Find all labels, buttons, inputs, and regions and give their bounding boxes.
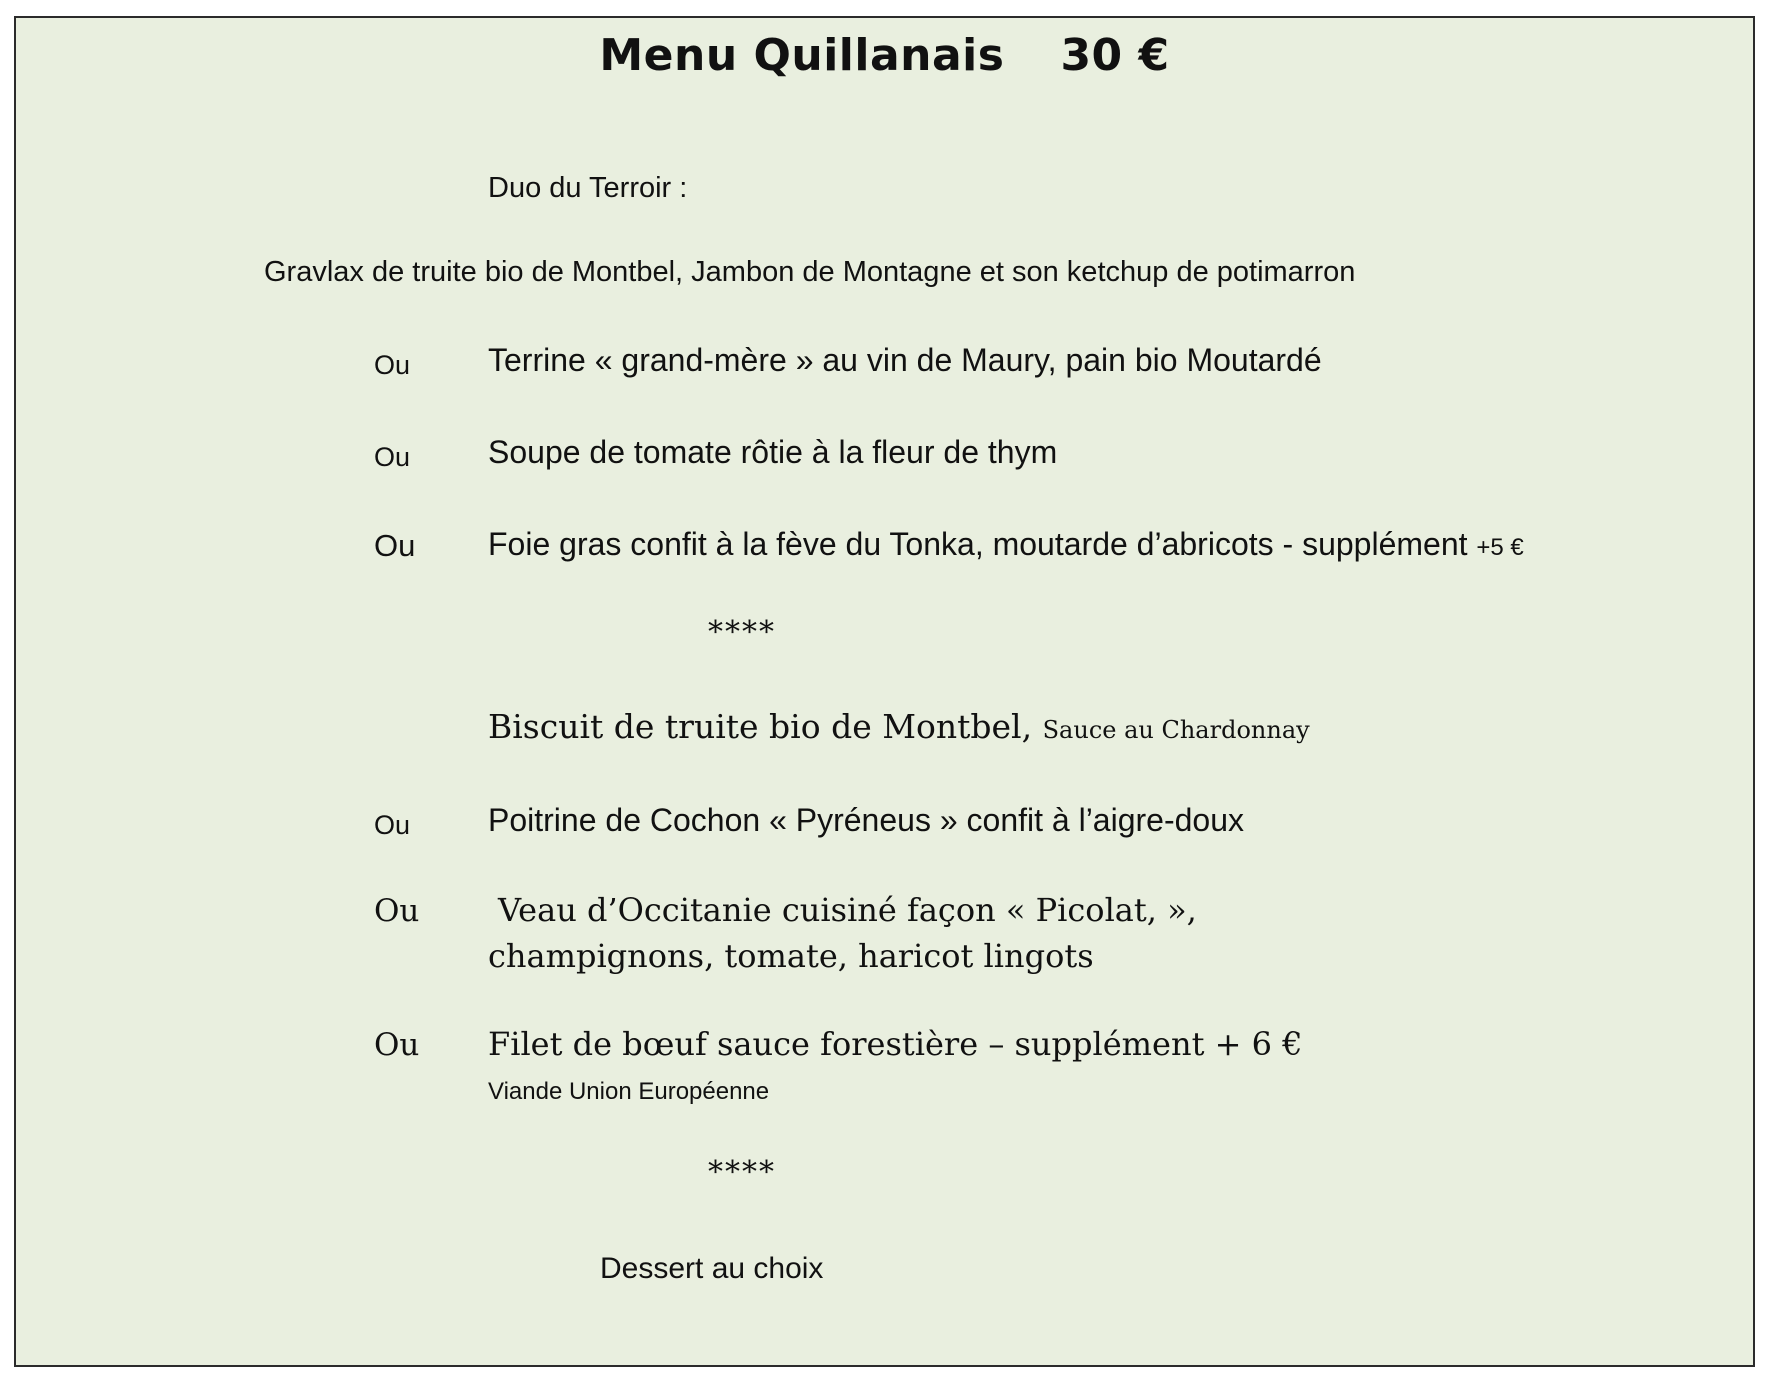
or-label: Ou [374, 350, 411, 380]
entree-alternative: Terrine « grand-mère » au vin de Maury, pain bio Moutardé [488, 342, 1322, 378]
plat-alternative-line1: Veau d’Occitanie cuisiné façon « Picolat, », [498, 891, 1197, 929]
menu-title [16, 30, 1753, 81]
or-label: Ou [374, 442, 411, 472]
menu-name: Menu Quillanais [599, 30, 1005, 81]
plat-first-item [488, 707, 1310, 746]
entree-alternative [488, 528, 1524, 560]
or-label: Ou [374, 893, 420, 929]
entree-main-item: Gravlax de truite bio de Montbel, Jambon de Montagne et son ketchup de potimarron [264, 256, 1356, 288]
or-label: Ou [374, 810, 411, 840]
plat-first-text: Biscuit de truite bio de Montbel, [488, 707, 1033, 746]
meat-origin-note: Viande Union Européenne [488, 1078, 770, 1105]
plat-first-note: Sauce au Chardonnay [1042, 716, 1310, 744]
entree-alternative-text: Foie gras confit à la fève du Tonka, moutarde d’abricots - supplément [488, 526, 1468, 562]
supplement-price: +5 € [1476, 534, 1524, 561]
entree-alternative: Soupe de tomate rôtie à la fleur de thym [488, 434, 1058, 470]
or-label: Ou [374, 1027, 420, 1063]
or-label: Ou [374, 528, 416, 563]
menu-price: 30 € [1060, 30, 1170, 81]
plat-alternative: Filet de bœuf sauce forestière – supplément + 6 € [488, 1025, 1303, 1063]
menu-card [14, 16, 1755, 1367]
dessert-label: Dessert au choix [600, 1252, 824, 1285]
plat-alternative: Poitrine de Cochon « Pyréneus » confit à l’aigre-doux [488, 802, 1244, 838]
entree-heading: Duo du Terroir : [488, 172, 688, 204]
separator-stars: **** [708, 615, 776, 650]
separator-stars: **** [708, 1155, 776, 1190]
plat-alternative-line2: champignons, tomate, haricot lingots [488, 937, 1094, 975]
